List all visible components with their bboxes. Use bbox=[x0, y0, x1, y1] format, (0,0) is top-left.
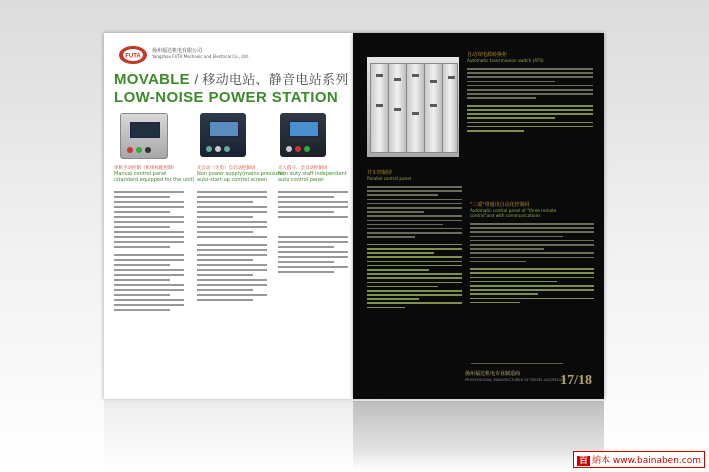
remote-body-text bbox=[470, 223, 594, 270]
right-page-reflection bbox=[353, 401, 604, 471]
manual-control-panel-image bbox=[120, 113, 168, 159]
remote-heading-en-sub: control"and with communications bbox=[470, 213, 541, 218]
column-heading-en: Non power supply(mains pressure) bbox=[197, 171, 285, 177]
body-text-block bbox=[114, 191, 184, 311]
column-auto-control-panel bbox=[278, 165, 348, 276]
svg-text:FUTA: FUTA bbox=[125, 53, 141, 60]
auto-control-panel-image bbox=[280, 113, 326, 157]
column-heading-cn: 无自动（失电）自启动控制屏 bbox=[197, 166, 256, 171]
company-name-en: Yangzhou FUTA Mechanic and Electrical Co., Ltd. bbox=[152, 54, 249, 59]
parallel-heading-cn: 并车控制屏 bbox=[367, 170, 393, 176]
ats-heading-cn: 自动双电源转换柜 bbox=[467, 52, 508, 58]
column-heading-en: Non duty staff independent bbox=[278, 171, 347, 177]
site-watermark bbox=[573, 451, 705, 468]
panel-display bbox=[289, 121, 319, 137]
column-heading-cn: 无人值守、全自动控制屏 bbox=[278, 166, 328, 171]
column-heading-en-sub: auto-start-up control screen bbox=[197, 177, 268, 183]
column-heading-en-sub: (standard equipped for the unit) bbox=[114, 177, 195, 183]
page-numbers: 17/18 bbox=[560, 373, 592, 388]
footer-divider bbox=[471, 363, 563, 364]
column-auto-start-panel bbox=[197, 165, 285, 304]
remote-control-section bbox=[470, 201, 594, 272]
footer-slogan-cn: 扬州福达机电专业制造商 bbox=[465, 371, 521, 377]
title-line-1 bbox=[114, 69, 349, 88]
auto-start-panel-image bbox=[200, 113, 246, 157]
title-movable: MOVABLE bbox=[114, 71, 190, 88]
parallel-body-text bbox=[367, 186, 462, 245]
parallel-heading-en: Parallel control panel bbox=[367, 176, 412, 181]
right-page bbox=[353, 33, 604, 399]
left-page bbox=[104, 33, 353, 399]
remote-heading-cn: "三遥"带通讯自动化控制屏 bbox=[470, 202, 530, 208]
ats-body-text bbox=[467, 68, 593, 107]
panel-display bbox=[209, 121, 239, 137]
title-line-2: LOW-NOISE POWER STATION bbox=[114, 89, 339, 106]
body-text-block bbox=[197, 191, 267, 301]
watermark-badge: 百 bbox=[579, 456, 589, 466]
column-manual-panel bbox=[114, 165, 195, 314]
footer-slogan-en: PROFESSIONAL MANUFACTURER OF DIESEL AGGREGATE bbox=[465, 378, 567, 382]
column-heading-en-sub: auto control panel bbox=[278, 177, 324, 183]
body-text-block bbox=[278, 191, 348, 273]
remote-heading-en: Automatic control panel of "three remote bbox=[470, 208, 557, 213]
company-name-cn: 扬州福达机电有限公司 bbox=[152, 48, 203, 54]
company-logo bbox=[118, 45, 148, 65]
ats-heading-en: Automatic transmission switch (ATS) bbox=[467, 58, 544, 63]
left-page-reflection bbox=[104, 401, 353, 471]
title-cn: / 移动电站、静音电站系列 bbox=[194, 72, 349, 87]
column-heading-en: Manual control panel bbox=[114, 171, 167, 177]
watermark-text: 納本 www.bainaben.com bbox=[592, 456, 701, 466]
column-heading-cn: 单机手动控制（机组标配控制） bbox=[114, 166, 177, 171]
switchgear-photo bbox=[367, 57, 459, 157]
panel-display bbox=[130, 122, 160, 138]
ats-section bbox=[467, 51, 593, 109]
parallel-section bbox=[367, 169, 462, 248]
